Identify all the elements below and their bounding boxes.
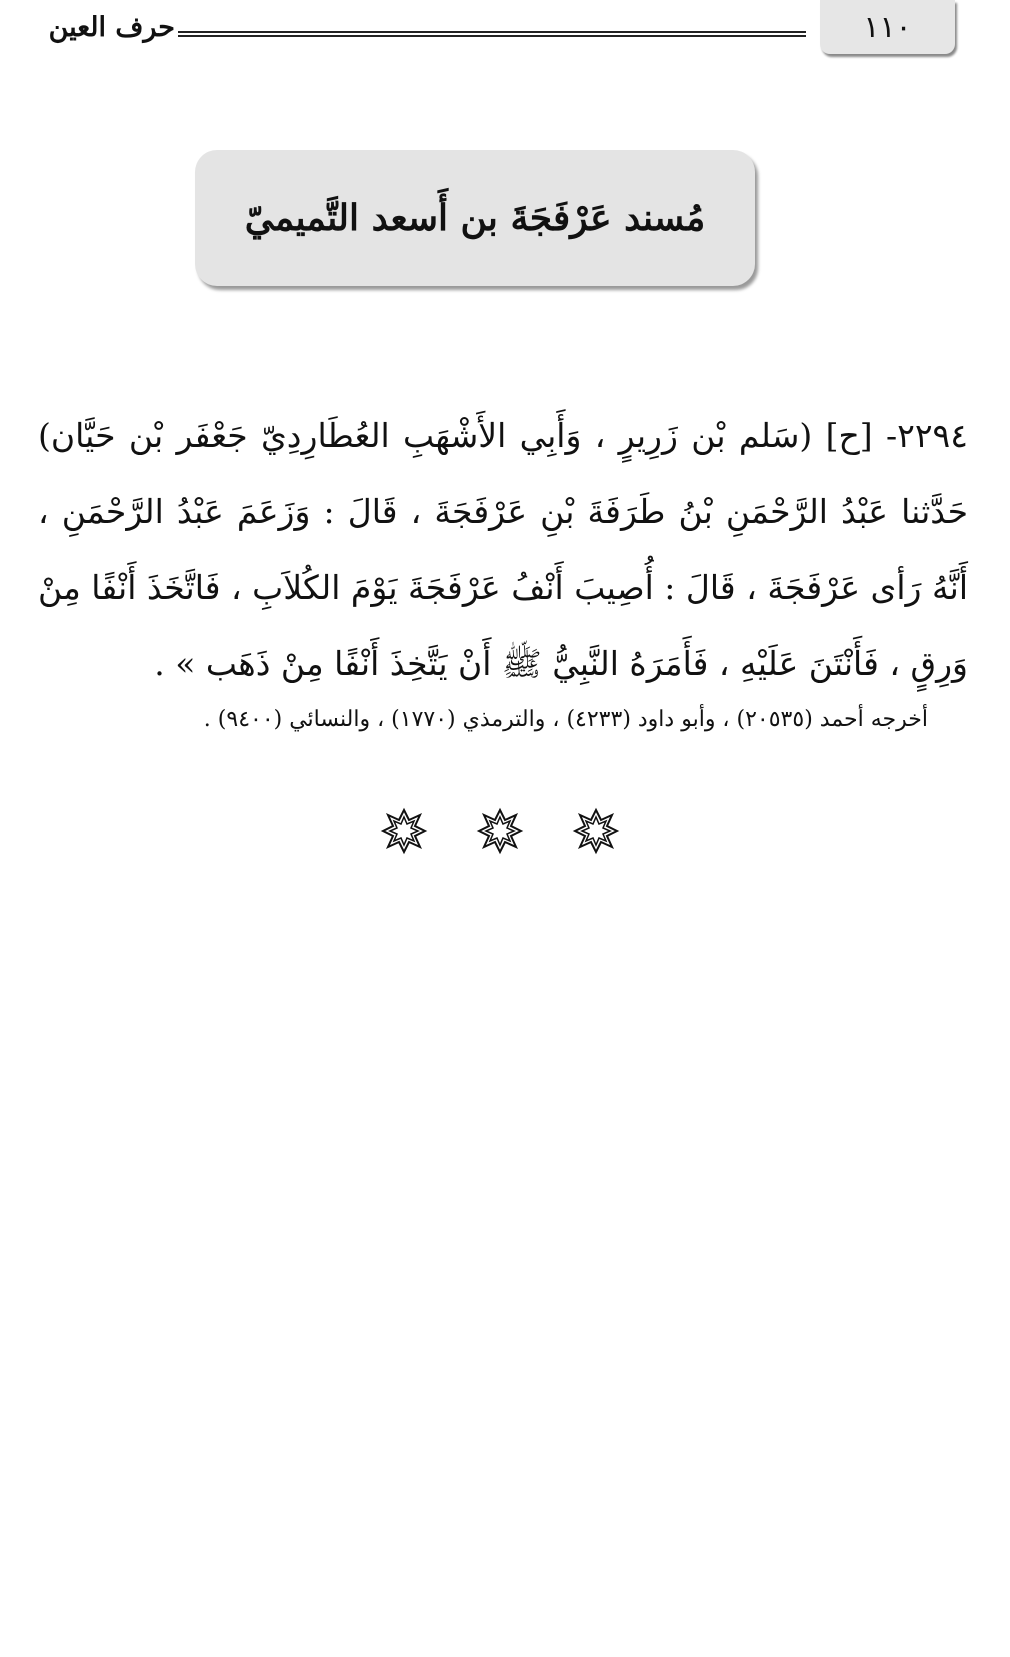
hadith-text: [ح] (سَلم بْن زَرِيرٍ ، وَأَبِي الأَشْهَبِ العُطَارِدِيّ جَعْفَر بْن حَيَّان) حَدَّثنا عَبْدُ الرَّحْمَنِ بْنُ طَرَفَةَ بْنِ عَرْفَجَةَ ، قَالَ : وَزَعَمَ عَبْدُ الرَّحْمَنِ ، أَنَّهُ رَأى عَرْفَجَةَ ، قَالَ : أُصِيبَ أَنْفُ عَرْفَجَةَ يَوْمَ الكُلاَبِ ، فَاتَّخَذَ أَنْفًا مِنْ وَرِقٍ ، فَأَنْتَنَ عَلَيْهِ ، فَأَمَرَهُ النَّبِيُّ ﷺ أَنْ يَتَّخِذَ أَنْفًا مِنْ ذَهَب » . [38,416,968,683]
chapter-title: حرف العين [48,12,175,43]
eight-point-star-icon [476,807,524,855]
hadith-paragraph [38,398,968,702]
footnote: أخرجه أحمد (٢٠٥٣٥) ، وأبو داود (٤٢٣٣) ، والترمذي (١٧٧٠) ، والنسائي (٩٤٠٠) . [203,707,928,732]
section-end-ornaments [380,806,620,856]
section-title-box [195,150,755,286]
section-title: مُسند عَرْفَجَةَ بن أَسعد التَّميميّ [244,197,706,239]
page-number-tab [820,0,955,54]
header-rule [178,31,806,37]
hadith-number: ٢٢٩٤- [885,416,968,455]
eight-point-star-icon [572,807,620,855]
page-number: ١١٠ [863,9,912,45]
eight-point-star-icon [380,807,428,855]
